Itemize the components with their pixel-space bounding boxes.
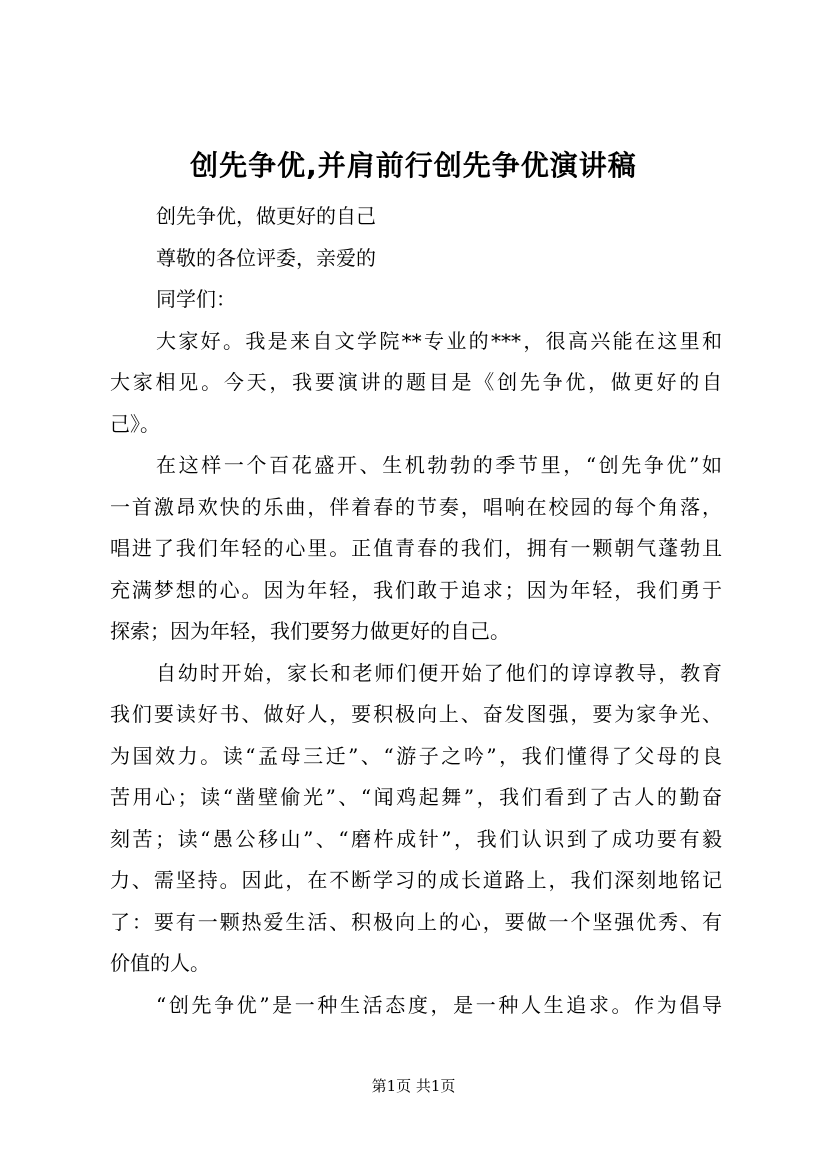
body-line: 唱进了我们年轻的心里。正值青春的我们，拥有一颗朝气蓬勃且: [110, 536, 722, 560]
body-line: 为国效力。读“孟母三迁”、“游子之吟”，我们懂得了父母的良: [110, 743, 722, 768]
body-line: 力、需坚持。因此，在不断学习的成长道路上，我们深刻地铭记: [110, 868, 722, 892]
body-line: 了：要有一颗热爱生活、积极向上的心，要做一个坚强优秀、有: [110, 909, 722, 934]
body-line: 我们要读好书、做好人，要积极向上、奋发图强，要为家争光、: [110, 702, 722, 726]
document-title: 创先争优,并肩前行创先争优演讲稿: [190, 149, 637, 182]
body-line: 刻苦；读“愚公移山”、“磨杵成针”，我们认识到了成功要有毅: [110, 826, 722, 851]
body-line: “创先争优”是一种生活态度，是一种人生追求。作为倡导: [156, 992, 722, 1017]
body-line: 苦用心；读“凿壁偷光”、“闻鸡起舞”，我们看到了古人的勤奋: [110, 785, 722, 809]
body-line: 自幼时开始，家长和老师们便开始了他们的谆谆教导，教育: [156, 660, 722, 685]
document-body: [110, 196, 722, 1026]
body-line: 价值的人。: [110, 951, 210, 975]
body-line: 大家相见。今天，我要演讲的题目是《创先争优，做更好的自: [110, 370, 722, 394]
body-line: 在这样一个百花盛开、生机勃勃的季节里，“创先争优”如: [156, 453, 722, 477]
body-line: 探索；因为年轻，我们要努力做更好的自己。: [110, 619, 510, 643]
body-line: 创先争优，做更好的自己: [156, 204, 376, 228]
body-line: 尊敬的各位评委，亲爱的: [156, 245, 376, 270]
body-line: 大家好。我是来自文学院**专业的***，很高兴能在这里和: [156, 328, 722, 353]
body-line: 一首激昂欢快的乐曲，伴着春的节奏，唱响在校园的每个角落，: [110, 494, 722, 519]
page-number: 第1页 共1页: [371, 1077, 456, 1095]
body-line: 己》。: [110, 411, 160, 436]
body-line: 同学们：: [156, 287, 236, 311]
body-line: 充满梦想的心。因为年轻，我们敢于追求；因为年轻，我们勇于: [110, 577, 722, 602]
